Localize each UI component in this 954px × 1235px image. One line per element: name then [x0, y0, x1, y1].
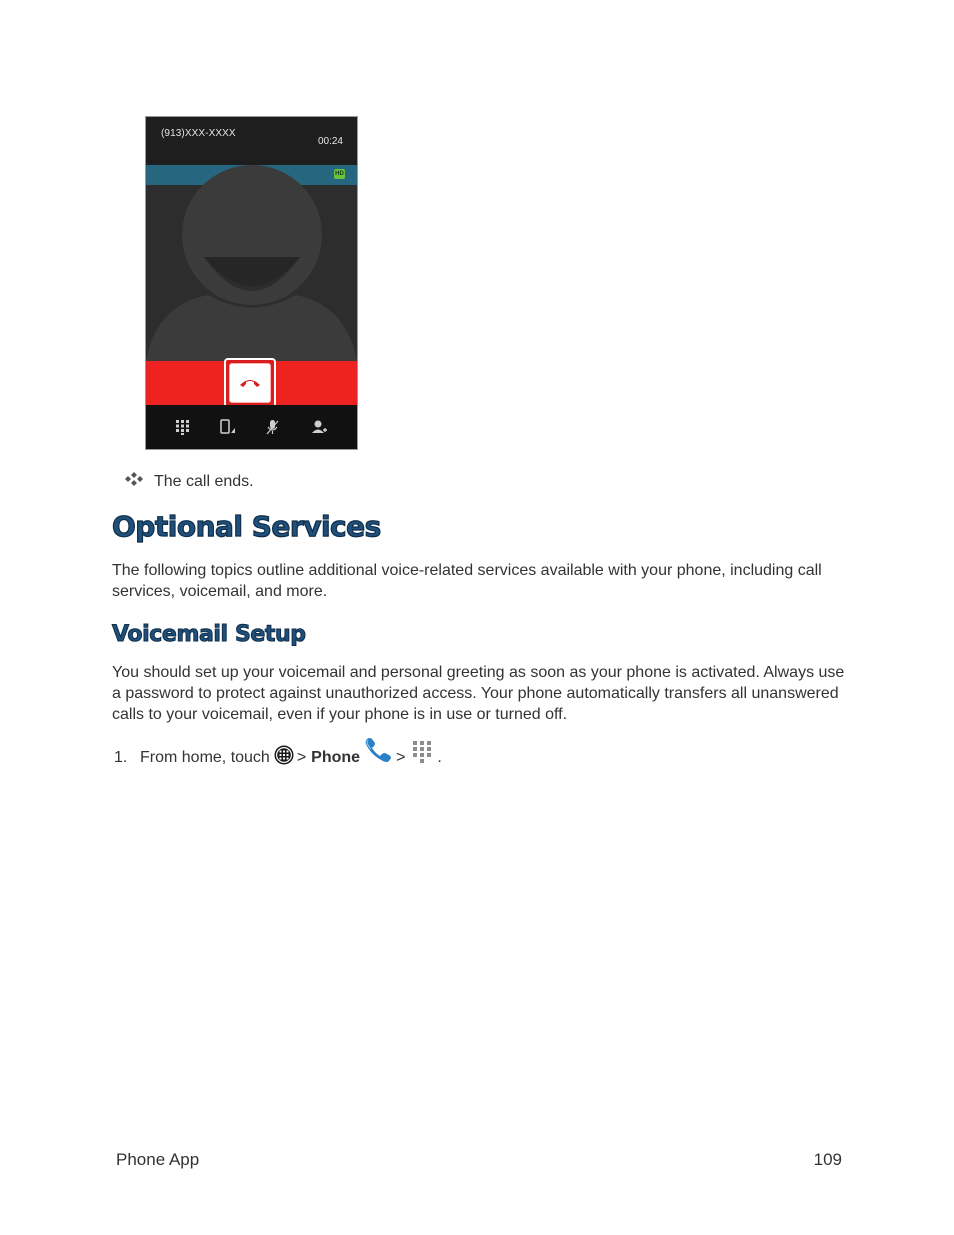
section-intro: The following topics outline additional voice-related services available with your phone, including call services, voicemail, and more. [112, 562, 822, 600]
dialpad-icon[interactable] [174, 419, 190, 435]
step-end: . [437, 749, 442, 766]
subsection-heading: Voicemail Setup [112, 622, 306, 647]
mute-icon[interactable] [264, 419, 280, 435]
add-call-icon[interactable] [311, 419, 327, 435]
caller-number: (913)XXX-XXXX [161, 128, 236, 139]
phone-label: Phone [311, 749, 361, 766]
step-1 [114, 740, 442, 776]
phone-icon [363, 737, 393, 765]
dialpad-icon [411, 740, 433, 764]
speaker-icon[interactable] [220, 419, 236, 435]
page-number: 109 [813, 1150, 842, 1169]
in-call-toolbar [146, 405, 357, 449]
end-call-button[interactable] [224, 358, 276, 408]
result-bullet [125, 472, 254, 491]
call-timer: 00:24 [317, 136, 343, 147]
end-call-icon [238, 377, 262, 389]
step-separator: > [296, 749, 307, 766]
call-screen-image [145, 116, 358, 450]
footer-section-name: Phone App [116, 1150, 200, 1169]
hd-voice-icon: HD [335, 171, 344, 177]
subsection-body: You should set up your voicemail and personal greeting as soon as your phone is activated. Always use a password to protect against unauthorized access. Your phone automatically transfers all unanswered calls to your voicemail, even if your phone is in use or turned off. [112, 664, 845, 723]
call-header [146, 117, 357, 165]
bullet-text: The call ends. [154, 473, 254, 490]
section-heading: Optional Services [112, 510, 381, 543]
diamond-bullet-icon [125, 472, 143, 486]
step-separator-2: > [396, 749, 406, 766]
step-prefix: From home, touch [140, 749, 270, 766]
step-number: 1. [114, 749, 128, 766]
contact-avatar-icon [146, 165, 357, 361]
apps-icon [274, 745, 294, 765]
